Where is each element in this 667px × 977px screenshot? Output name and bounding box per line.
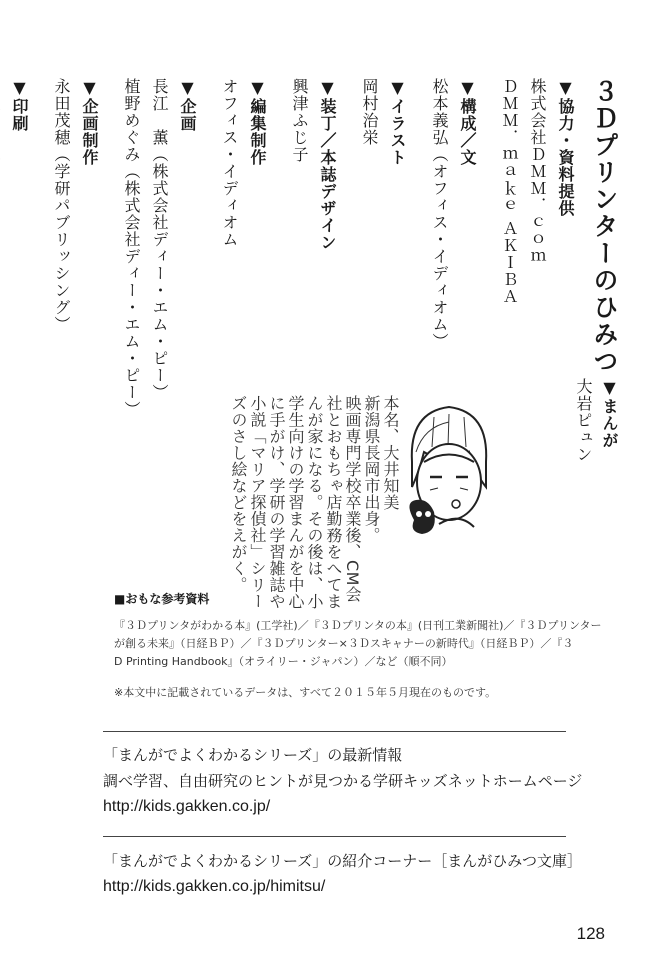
credit-line: 株式会社ＤＭＭ．ｃｏｍ xyxy=(528,78,547,265)
info-bunko xyxy=(103,848,582,900)
bio-line: 映画専門学校卒業後、CM会 xyxy=(343,395,362,603)
bio-line: に手がけ、学研の学習雑誌や xyxy=(267,395,286,610)
mangaka-name: 大岩ピュン xyxy=(574,378,593,463)
divider xyxy=(103,731,566,732)
mangaka-block xyxy=(571,378,621,463)
bio-line: 小説「マリア探偵社」シリー xyxy=(248,395,267,610)
mangaka-heading: ▼まんが xyxy=(600,378,619,449)
data-note: ※本文中に記載されているデータは、すべて２０１５年５月現在のものです。 xyxy=(114,686,497,699)
credit-heading-planning-production: ▼企画制作 xyxy=(80,78,99,166)
credit-heading-editing: ▼編集制作 xyxy=(248,78,267,166)
bio-line: 新潟県長岡市出身。 xyxy=(362,395,381,544)
credit-line: 永田茂穂（学研パブリッシング） xyxy=(52,78,71,333)
credit-heading-illustration: ▼イラスト xyxy=(388,78,407,166)
reference-line: 『３Ｄプリンタがわかる本』(工学社)／『３Ｄプリンタの本』(日刊工業新聞社)／『３Ｄプリンター xyxy=(114,619,602,632)
info-bunko-url[interactable]: http://kids.gakken.co.jp/himitsu/ xyxy=(103,878,326,895)
credit-line: 岡村治栄 xyxy=(360,78,379,146)
credit-line: 長江 薫（株式会社ディー・エム・ピー） xyxy=(150,78,169,401)
reference-line: D Printing Handbook』（オライリー・ジャパン）／など（順不同） xyxy=(114,655,453,668)
credit-line: 松本義弘（オフィス・イディオム） xyxy=(430,78,449,350)
reference-line: が創る未来』（日経ＢＰ）／『３Ｄプリンター×３Ｄスキャナーの新時代』（日経ＢＰ）／『３ xyxy=(114,637,574,650)
page-number: 128 xyxy=(576,924,605,943)
credit-line: 興津ふじ子 xyxy=(290,78,309,163)
bio-line: 学生向けの学習まんがを中心 xyxy=(286,395,305,610)
mangaka-bio xyxy=(230,395,399,610)
credit-line: 植野めぐみ（株式会社ディー・エム・ピー） xyxy=(122,78,141,418)
mangaka-portrait-illustration xyxy=(394,392,504,542)
credit-heading-design: ▼装丁／本誌デザイン xyxy=(318,78,337,251)
book-title: ３Ｄプリンターのひみつ xyxy=(590,78,619,375)
references-section xyxy=(114,590,614,671)
credit-line: オフィス・イディオム xyxy=(220,78,239,248)
info-latest-url[interactable]: http://kids.gakken.co.jp/ xyxy=(103,798,271,815)
bio-line: んが家になる。その後は、小 xyxy=(305,395,324,610)
info-latest xyxy=(103,742,582,820)
bio-line: 社とおもちゃ店勤務をへてま xyxy=(324,395,343,610)
credits-block xyxy=(0,78,621,418)
credit-heading-writing: ▼構成／文 xyxy=(458,78,477,166)
credit-heading-printing: ▼印刷 xyxy=(10,78,29,132)
info-bunko-title: 「まんがでよくわかるシリーズ」の紹介コーナー［まんがひみつ文庫］ xyxy=(103,852,582,870)
bio-line: ズのさし絵などをえがく。 xyxy=(229,395,248,593)
credit-heading-planning: ▼企画 xyxy=(178,78,197,132)
credit-heading-cooperation: ▼協力・資料提供 xyxy=(556,78,575,217)
divider xyxy=(103,836,566,837)
info-latest-desc: 調べ学習、自由研究のヒントが見つかる学研キッズネットホームページ xyxy=(103,772,583,790)
credit-line xyxy=(0,78,3,214)
references-heading: ■おもな参考資料 xyxy=(114,592,210,606)
info-latest-title: 「まんがでよくわかるシリーズ」の最新情報 xyxy=(103,746,403,764)
credit-line: ＤＭＭ．ｍａｋｅ ＡＫＩＢＡ xyxy=(500,78,519,306)
bio-line: 本名、大井知美 xyxy=(381,395,400,511)
